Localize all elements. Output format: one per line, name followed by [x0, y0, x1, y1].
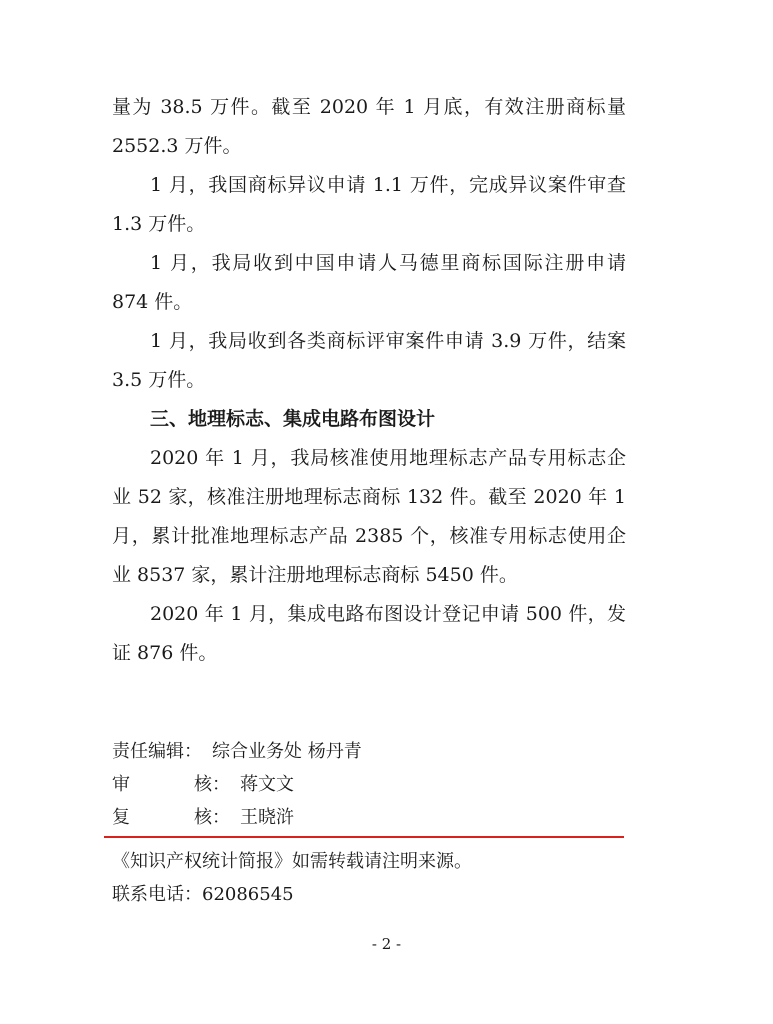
paragraph-review-cases: 1 月，我局收到各类商标评审案件申请 3.9 万件，结案 3.5 万件。 — [112, 330, 626, 391]
credits-block — [112, 735, 626, 834]
rechecker-separator: ： — [212, 807, 230, 828]
reviewer-label-char-2: 核 — [194, 774, 212, 795]
reviewer-name: 蒋文文 — [240, 774, 294, 795]
editor-label: 责任编辑 — [112, 741, 184, 762]
paragraph-opposition: 1 月，我国商标异议申请 1.1 万件，完成异议案件审查 1.3 万件。 — [112, 174, 626, 235]
paragraph-ic-layout-design: 2020 年 1 月，集成电路布图设计登记申请 500 件，发证 876 件。 — [112, 603, 626, 664]
credit-reviewer — [112, 768, 626, 801]
reviewer-separator: ： — [212, 774, 230, 795]
paragraph-registration-total: 量为 38.5 万件。截至 2020 年 1 月底，有效注册商标量 2552.3 万件。 — [112, 96, 626, 157]
reprint-notice: 《知识产权统计简报》如需转载请注明来源。 — [112, 851, 472, 872]
red-divider-rule — [104, 836, 624, 838]
paragraph-geographical-indications: 2020 年 1 月，我局核准使用地理标志产品专用标志企业 52 家，核准注册地理标志商标 132 件。截至 2020 年 1 月，累计批准地理标志产品 2385 个，核准专用标志使用企业 8537 家，累计注册地理标志商标 5450 件。 — [112, 447, 626, 586]
footer-block — [112, 845, 672, 911]
rechecker-label-char-2: 核 — [194, 807, 212, 828]
rechecker-label — [112, 801, 212, 834]
editor-name: 综合业务处 杨丹青 — [212, 741, 362, 762]
contact-line — [112, 878, 672, 911]
reviewer-label — [112, 768, 212, 801]
editor-separator: ： — [184, 741, 202, 762]
report-body — [112, 88, 626, 673]
credit-rechecker — [112, 801, 626, 834]
page-number: - 2 - — [371, 935, 402, 953]
reviewer-label-char-1: 审 — [112, 774, 130, 795]
paragraph-madrid: 1 月，我局收到中国申请人马德里商标国际注册申请 874 件。 — [112, 252, 626, 313]
phone-label: 联系电话： — [112, 884, 202, 905]
credit-editor — [112, 735, 626, 768]
phone-number: 62086545 — [202, 884, 294, 905]
section-heading: 三、地理标志、集成电路布图设计 — [150, 408, 436, 430]
rechecker-name: 王晓浒 — [240, 807, 294, 828]
rechecker-label-char-1: 复 — [112, 807, 130, 828]
